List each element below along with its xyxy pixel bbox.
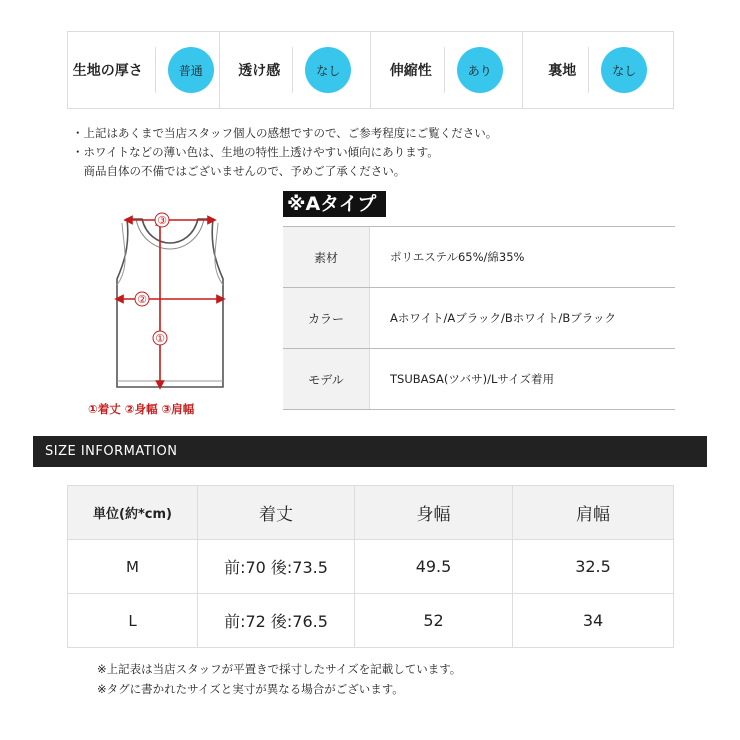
measurement-legend: ①着丈 ②身幅 ③肩幅: [88, 402, 195, 416]
note-line: ・ホワイトなどの薄い色は、生地の特性上透けやすい傾向にあります。: [72, 145, 439, 159]
attr-badge: なし: [305, 47, 351, 93]
col-unit: 単位(約*cm): [68, 486, 198, 540]
marker-2-label: ②: [137, 293, 147, 306]
attr-label: 伸縮性: [389, 63, 432, 79]
divider: [155, 47, 156, 93]
spec-value: ポリエステル65%/綿35%: [390, 250, 525, 264]
attr-label: 生地の厚さ: [72, 63, 143, 79]
note-line: ※タグに書かれたサイズと実寸が異なる場合がございます。: [97, 682, 404, 696]
notes-top: [72, 124, 497, 181]
size-name: M: [68, 540, 198, 594]
notes-bottom: [97, 659, 461, 699]
type-title: ※Aタイプ: [283, 191, 386, 217]
size-table-header: [68, 486, 674, 540]
shoulder-value: 32.5: [513, 540, 674, 594]
divider: [292, 47, 293, 93]
marker-1-label: ①: [155, 332, 165, 345]
attr-thickness: [68, 32, 220, 108]
col-shoulder: 肩幅: [513, 486, 674, 540]
col-length: 着丈: [198, 486, 355, 540]
note-line: ※上記表は当店スタッフが平置きで採寸したサイズを記載しています。: [97, 662, 462, 676]
attr-stretch: [371, 32, 523, 108]
marker-3-label: ③: [157, 214, 167, 227]
table-row: [68, 594, 674, 648]
attr-badge: 普通: [168, 47, 214, 93]
spec-value: TSUBASA(ツバサ)/Lサイズ着用: [390, 372, 554, 386]
fabric-attributes: [67, 31, 674, 109]
note-line: ・上記はあくまで当店スタッフ個人の感想ですので、ご参考程度にご覧ください。: [72, 126, 498, 140]
spec-row-material: [283, 227, 675, 288]
tank-top-icon: [100, 205, 240, 395]
attr-badge: あり: [457, 47, 503, 93]
divider: [444, 47, 445, 93]
garment-outline: [117, 219, 223, 387]
shoulder-value: 34: [513, 594, 674, 648]
tank-top-diagram: [100, 205, 240, 395]
size-information-header: SIZE INFORMATION: [33, 436, 707, 467]
length-value: 前:72 後:76.5: [198, 594, 355, 648]
spec-table: [283, 226, 675, 410]
spec-key: カラー: [283, 288, 370, 348]
attr-badge: なし: [601, 47, 647, 93]
spec-key: モデル: [283, 349, 370, 409]
spec-row-color: [283, 288, 675, 349]
note-line: 商品自体の不備ではございませんので、予めご了承ください。: [72, 164, 406, 178]
width-value: 52: [355, 594, 513, 648]
attr-sheerness: [220, 32, 372, 108]
spec-value: Aホワイト/Aブラック/Bホワイト/Bブラック: [390, 311, 616, 325]
col-width: 身幅: [355, 486, 513, 540]
spec-row-model: [283, 349, 675, 410]
size-table: [67, 485, 674, 648]
spec-key: 素材: [283, 227, 370, 287]
table-row: [68, 540, 674, 594]
attr-label: 裏地: [548, 63, 577, 79]
divider: [588, 47, 589, 93]
length-value: 前:70 後:73.5: [198, 540, 355, 594]
width-value: 49.5: [355, 540, 513, 594]
attr-label: 透け感: [238, 63, 281, 79]
size-name: L: [68, 594, 198, 648]
attr-lining: [523, 32, 674, 108]
